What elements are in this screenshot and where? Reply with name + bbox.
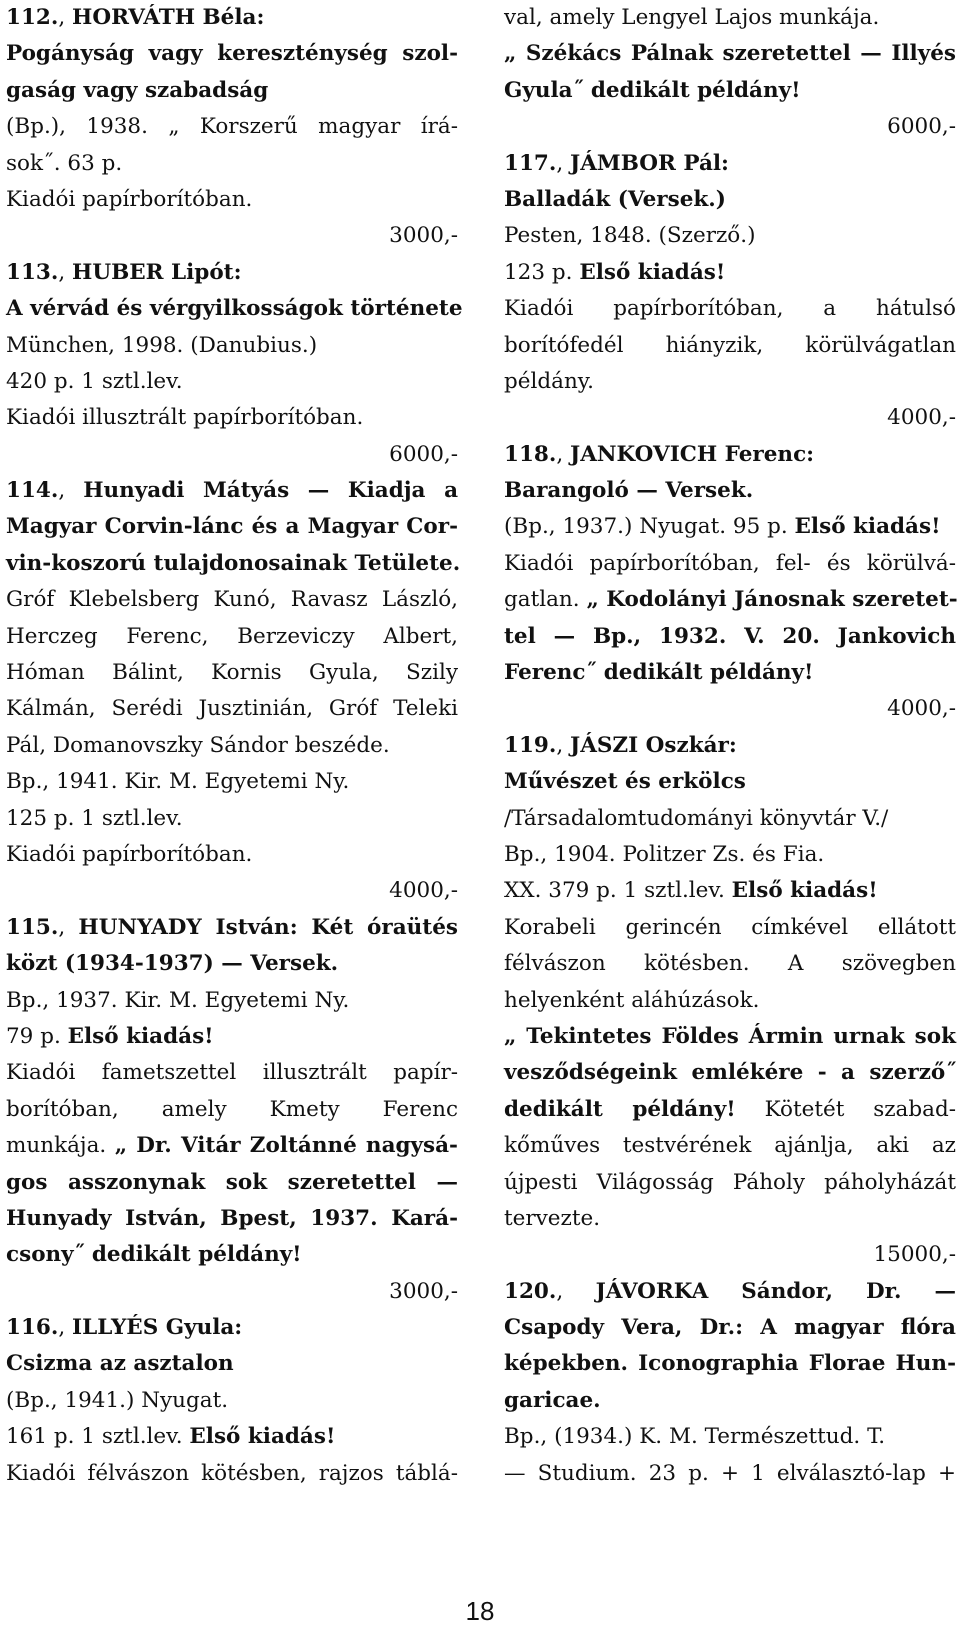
- text: 161 p. 1 sztl.lev.: [6, 1424, 190, 1450]
- bold-text: „ Tekintetes Földes Ármin urnak sok: [504, 1023, 956, 1049]
- text-line: [504, 364, 956, 400]
- text-line: [504, 437, 956, 473]
- text-line: [504, 509, 956, 545]
- bold-text: Első kiadás!: [794, 514, 941, 540]
- bold-text: HUBER Lipót:: [72, 259, 242, 285]
- text-line: [6, 1419, 458, 1455]
- text: újpesti Világosság Páholy páholyházát: [504, 1169, 956, 1195]
- bold-text: ILLYÉS Gyula:: [72, 1315, 243, 1341]
- text: 79 p.: [6, 1023, 68, 1049]
- text: ,: [556, 1278, 596, 1304]
- text-line: [504, 764, 956, 800]
- bold-text: „ Székács Pálnak szeretettel — Illyés: [504, 41, 956, 67]
- text-line: [6, 1201, 458, 1237]
- price-line: [6, 437, 458, 473]
- text: ,: [58, 5, 73, 30]
- text: tervezte.: [504, 1205, 601, 1231]
- bold-text: dedikált példány!: [504, 1096, 736, 1122]
- text: — Studium. 23 p. + 1 elválasztó-lap +: [504, 1460, 956, 1486]
- text-line: [6, 983, 458, 1019]
- bold-text: HORVÁTH Béla:: [72, 5, 265, 30]
- text-line: [6, 1092, 458, 1128]
- text-line: [6, 255, 458, 291]
- text: Kötetét szabad-: [735, 1096, 956, 1122]
- text-line: [6, 1383, 458, 1419]
- text-line: [6, 691, 458, 727]
- bold-text: JÁSZI Oszkár:: [570, 732, 737, 758]
- bold-text: HUNYADY István: Két óraütés: [78, 914, 459, 940]
- text: 15000,-: [873, 1242, 956, 1268]
- text-line: [504, 655, 956, 691]
- text-line: [504, 1346, 956, 1382]
- text-line: [6, 109, 458, 145]
- text-line: [6, 328, 458, 364]
- bold-text: vin-koszorú tulajdonosainak Tetülete.: [6, 550, 461, 576]
- text-line: [6, 546, 461, 582]
- text: ,: [556, 441, 571, 467]
- text: félvászon kötésben. A szövegben: [504, 951, 956, 977]
- bold-text: Ferenc˝ dedikált példány!: [504, 660, 814, 686]
- text-line: [6, 0, 458, 36]
- text-line: [504, 546, 956, 582]
- bold-text: Első kiadás!: [579, 259, 726, 285]
- text: helyenként aláhúzások.: [504, 987, 760, 1013]
- bold-text: Első kiadás!: [67, 1023, 214, 1049]
- text-line: [6, 1237, 458, 1273]
- text: XX. 379 p. 1 sztl.lev.: [504, 878, 732, 904]
- text: ,: [58, 1315, 73, 1341]
- text: (Bp., 1941.) Nyugat.: [6, 1387, 229, 1413]
- bold-text: gos asszonynak sok szeretettel —: [6, 1169, 458, 1195]
- text: borítóban, amely Kmety Ferenc: [6, 1096, 458, 1122]
- price-line: [6, 873, 458, 909]
- text: 6000,-: [887, 114, 956, 140]
- text-line: [504, 255, 956, 291]
- text-line: [504, 801, 956, 837]
- bold-text: „ Kodolányi Jánosnak szeretet-: [586, 587, 958, 613]
- text-line: [6, 509, 458, 545]
- price-line: [504, 691, 956, 727]
- bold-text: vesződségeink emlékére - a szerző˝: [504, 1060, 956, 1086]
- text: Pesten, 1848. (Szerző.): [504, 223, 756, 249]
- text-line: [6, 728, 458, 764]
- price-line: [6, 218, 458, 254]
- text-line: [6, 73, 458, 109]
- text-line: [504, 873, 956, 909]
- text-line: [6, 946, 458, 982]
- right-column: [504, 0, 956, 1492]
- bold-text: Barangoló — Versek.: [504, 478, 754, 504]
- bold-text: Gyula˝ dedikált példány!: [504, 77, 801, 103]
- text-line: [504, 1419, 956, 1455]
- text-line: [504, 0, 956, 36]
- bold-text: Csapody Vera, Dr.: A magyar flóra: [504, 1315, 956, 1341]
- text: Bp., 1904. Politzer Zs. és Fia.: [504, 841, 825, 867]
- text-line: [504, 36, 956, 72]
- text-line: [504, 328, 956, 364]
- text: München, 1998. (Danubius.): [6, 332, 318, 358]
- text-line: [6, 801, 458, 837]
- text-line: [504, 473, 956, 509]
- bold-text: gaság vagy szabadság: [6, 77, 269, 103]
- text: 4000,-: [389, 878, 458, 904]
- price-line: [504, 109, 956, 145]
- bold-text: csony˝ dedikált példány!: [6, 1242, 302, 1268]
- bold-text: 115.: [6, 914, 59, 940]
- bold-text: 119.: [504, 732, 557, 758]
- text: Bp., 1937. Kir. M. Egyetemi Ny.: [6, 987, 350, 1013]
- text: Pál, Domanovszky Sándor beszéde.: [6, 732, 390, 758]
- text: ,: [58, 914, 79, 940]
- text-line: [504, 1201, 956, 1237]
- text-line: [504, 291, 956, 327]
- text: (Bp., 1937.) Nyugat. 95 p.: [504, 514, 795, 540]
- left-column: [6, 0, 463, 1492]
- bold-text: 112.: [6, 5, 59, 30]
- bold-text: 116.: [6, 1315, 59, 1341]
- bold-text: Magyar Corvin-lánc és a Magyar Cor-: [6, 514, 458, 540]
- text: Bp., 1941. Kir. M. Egyetemi Ny.: [6, 769, 350, 795]
- bold-text: Első kiadás!: [189, 1424, 336, 1450]
- price-line: [504, 400, 956, 436]
- text: Kálmán, Serédi Jusztinián, Gróf Teleki: [6, 696, 458, 722]
- text: kőműves testvérének ajánlja, aki az: [504, 1133, 956, 1159]
- text-line: [6, 364, 458, 400]
- text-line: [6, 655, 458, 691]
- text-line: [6, 910, 458, 946]
- bold-text: Hunyadi Mátyás — Kiadja a: [83, 478, 459, 504]
- text-line: [504, 1165, 956, 1201]
- text-line: [6, 1346, 458, 1382]
- text: Kiadói papírborítóban.: [6, 186, 253, 212]
- text: ,: [58, 478, 84, 504]
- text: ,: [556, 150, 571, 176]
- bold-text: Hunyady István, Bpest, 1937. Kará-: [6, 1205, 458, 1231]
- price-line: [6, 1274, 458, 1310]
- text: Herczeg Ferenc, Berzeviczy Albert,: [6, 623, 458, 649]
- text-line: [6, 36, 458, 72]
- bold-text: 120.: [504, 1278, 557, 1304]
- text-line: [6, 1165, 458, 1201]
- text: ,: [556, 732, 571, 758]
- text: 6000,-: [389, 441, 458, 467]
- bold-text: Első kiadás!: [731, 878, 878, 904]
- text-line: [6, 1128, 458, 1164]
- text: Kiadói fametszettel illusztrált papír-: [6, 1060, 458, 1086]
- bold-text: JÁMBOR Pál:: [570, 150, 729, 176]
- text-line: [504, 582, 956, 618]
- text-line: [6, 764, 458, 800]
- text: Gróf Klebelsberg Kunó, Ravasz László,: [6, 587, 458, 613]
- bold-text: „ Dr. Vitár Zoltánné nagysá-: [114, 1133, 458, 1159]
- text-line: [504, 837, 956, 873]
- bold-text: A vérvád és vérgyilkosságok története: [6, 296, 463, 322]
- text-line: [504, 1128, 956, 1164]
- bold-text: 117.: [504, 150, 557, 176]
- bold-text: tel — Bp., 1932. V. 20. Jankovich: [504, 623, 956, 649]
- text: 123 p.: [504, 259, 580, 285]
- text-line: [6, 291, 463, 327]
- text: ,: [58, 259, 73, 285]
- bold-text: JANKOVICH Ferenc:: [570, 441, 815, 467]
- bold-text: Pogányság vagy kereszténység szol-: [6, 41, 458, 67]
- text-line: [504, 910, 956, 946]
- text-line: [504, 218, 956, 254]
- text: Kiadói félvászon kötésben, rajzos táblá-: [6, 1460, 458, 1486]
- bold-text: Csizma az asztalon: [6, 1351, 234, 1377]
- text-line: [504, 146, 956, 182]
- text: 3000,-: [389, 1278, 458, 1304]
- text: 4000,-: [887, 405, 956, 431]
- text: 125 p. 1 sztl.lev.: [6, 805, 183, 831]
- text: val, amely Lengyel Lajos munkája.: [504, 5, 880, 30]
- bold-text: Művészet és erkölcs: [504, 769, 746, 795]
- bold-text: közt (1934-1937) — Versek.: [6, 951, 339, 977]
- text: Hóman Bálint, Kornis Gyula, Szily: [6, 660, 458, 686]
- text-line: [504, 1019, 956, 1055]
- bold-text: JÁVORKA Sándor, Dr. —: [595, 1278, 956, 1304]
- text-line: [6, 1310, 458, 1346]
- text: Kiadói papírborítóban, fel- és körülvá-: [504, 550, 956, 576]
- text-line: [504, 619, 956, 655]
- text-line: [504, 1055, 956, 1091]
- text-line: [504, 983, 956, 1019]
- text-line: [504, 1456, 956, 1492]
- text-line: [6, 146, 458, 182]
- text: Kiadói papírborítóban, a hátulsó: [504, 296, 956, 322]
- text-line: [6, 619, 458, 655]
- text: példány.: [504, 368, 594, 394]
- text-line: [6, 1456, 458, 1492]
- bold-text: Balladák (Versek.): [504, 186, 726, 212]
- text: gatlan.: [504, 587, 587, 613]
- bold-text: 114.: [6, 478, 59, 504]
- bold-text: 113.: [6, 259, 59, 285]
- text-line: [504, 1274, 956, 1310]
- text: Kiadói papírborítóban.: [6, 841, 253, 867]
- text: 4000,-: [887, 696, 956, 722]
- price-line: [504, 1237, 956, 1273]
- text: Bp., (1934.) K. M. Természettud. T.: [504, 1424, 886, 1450]
- text-line: [504, 73, 956, 109]
- text-line: [504, 1310, 956, 1346]
- text: Korabeli gerincén címkével ellátott: [504, 914, 956, 940]
- text-line: [6, 582, 458, 618]
- text: 3000,-: [389, 223, 458, 249]
- text-line: [6, 400, 458, 436]
- text-line: [6, 837, 458, 873]
- text-line: [504, 1383, 956, 1419]
- text: munkája.: [6, 1133, 115, 1159]
- text-line: [504, 1092, 956, 1128]
- bold-text: garicae.: [504, 1387, 601, 1413]
- bold-text: képekben. Iconographia Florae Hun-: [504, 1351, 956, 1377]
- text-line: [504, 728, 956, 764]
- bold-text: 118.: [504, 441, 557, 467]
- text: 420 p. 1 sztl.lev.: [6, 368, 183, 394]
- text-line: [504, 946, 956, 982]
- text: Kiadói illusztrált papírborítóban.: [6, 405, 364, 431]
- page-number: 18: [465, 1596, 495, 1626]
- text-line: [504, 182, 956, 218]
- text: (Bp.), 1938. „ Korszerű magyar írá-: [6, 114, 458, 140]
- text: sok˝. 63 p.: [6, 150, 123, 176]
- text-line: [6, 1055, 458, 1091]
- text-line: [6, 473, 458, 509]
- text: borítófedél hiányzik, körülvágatlan: [504, 332, 956, 358]
- text: /Társadalomtudományi könyvtár V./: [504, 805, 889, 831]
- text-line: [6, 182, 458, 218]
- text-line: [6, 1019, 458, 1055]
